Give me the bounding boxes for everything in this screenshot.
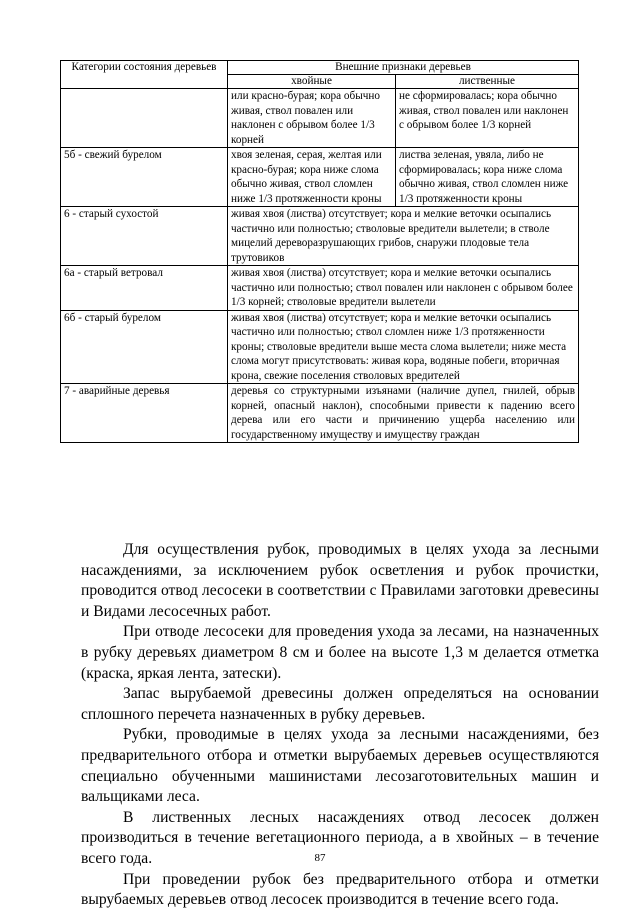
row-signs: деревья со структурными изъянами (наличие дупел, гнилей, обрыв корней, опасный наклон), способными привести к падению всего дерева или его части и причинению ущерба населению или государственному имуществу и имуществу граждан [228,384,579,443]
paragraph: Для осуществления рубок, проводимых в целях ухода за лесными насаждениями, за исключением рубок осветления и рубок прочистки, проводится отвод лесосеки в соответствии с Правилами заготовки древесины и Видами лесосечных работ. [81,541,599,620]
row-category: 7 - аварийные деревья [61,384,228,443]
row-category: 6 - старый сухостой [61,207,228,266]
tree-condition-table [60,60,579,443]
row-conifer-signs: хвоя зеленая, серая, желтая или красно-бурая; кора ниже слома обычно живая, ствол сломлен ниже 1/3 протяженности кроны [228,148,396,207]
table-row [61,310,579,384]
row-conifer-signs: или красно-бурая; кора обычно живая, ствол повален или наклонен с обрывом более 1/3 корней [228,89,396,148]
row-category: 5б - свежий бурелом [61,148,228,207]
row-deciduous-signs: не сформировалась; кора обычно живая, ствол повален или наклонен с обрывом более 1/3 корней [396,89,579,148]
page-number: 87 [314,852,326,864]
table-row [61,207,579,266]
paragraph: Запас вырубаемой древесины должен определяться на основании сплошного перечета назначенных в рубку деревьев. [81,685,599,723]
paragraph: Рубки, проводимые в целях ухода за лесными насаждениями, без предварительного отбора и отметки вырубаемых деревьев осуществляются специально обученными машинистами лесозаготовительных машин и вальщиками леса. [81,726,599,806]
table-row [61,384,579,443]
header-category: Категории состояния деревьев [61,61,228,89]
paragraph: При проведении рубок без предварительного отбора и отметки вырубаемых деревьев отвод лесосек производится в течение всего года. [81,870,599,909]
header-conifer: хвойные [228,75,396,89]
row-category: 6б - старый бурелом [61,310,228,384]
row-signs: живая хвоя (листва) отсутствует; кора и мелкие веточки осыпались частично или полностью; стволовые вредители вылетели; в стволе мицелий дереворазрушающих грибов, снаружи плодовые тела трутовиков [228,207,579,266]
table-row [61,89,579,148]
row-deciduous-signs: листва зеленая, увяла, либо не сформировалась; кора ниже слома обычно живая, ствол сломлен ниже 1/3 протяженности кроны [396,148,579,207]
row-signs: живая хвоя (листва) отсутствует; кора и мелкие веточки осыпались частично или полностью; ствол сломлен ниже 1/3 протяженности кроны; стволовые вредители выше места слома вылетели; ниже места слома могут присутствовать: живая кора, водяные побеги, вторичная крона, свежие поселения стволовых вредителей [228,310,579,384]
row-category: 6а - старый ветровал [61,266,228,311]
paragraph: В лиственных лесных насаждениях отвод лесосек должен производиться в течение вегетационного периода, а в хвойных – в течение всего года. [81,808,599,867]
header-external-signs: Внешние признаки деревьев [228,61,579,75]
paragraph: При отводе лесосеки для проведения ухода за лесами, на назначенных в рубку деревьях диаметром 8 см и более на высоте 1,3 м делается отметка (краска, яркая лента, затески). [81,623,599,682]
table-row [61,148,579,207]
row-signs: живая хвоя (листва) отсутствует; кора и мелкие веточки осыпались частично или полностью; ствол повален или наклонен с обрывом более 1/3 корней; стволовые вредители вылетели [228,266,579,311]
header-deciduous: лиственные [396,75,579,89]
row-category [61,89,228,148]
table-row [61,266,579,311]
